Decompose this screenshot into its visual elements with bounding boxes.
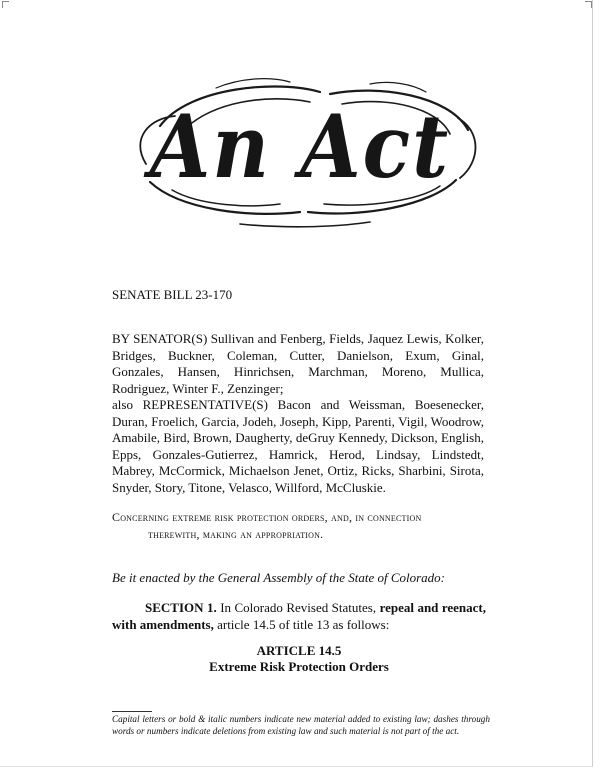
section-text-before: In Colorado Revised Statutes, <box>220 600 377 615</box>
footnote-divider <box>112 711 152 712</box>
enacting-clause: Be it enacted by the General Assembly of the State of Colorado: <box>112 570 445 585</box>
crop-mark-left <box>2 1 9 8</box>
an-act-masthead <box>120 78 480 228</box>
crop-mark-right <box>585 1 592 8</box>
section-label: SECTION 1. <box>145 600 217 615</box>
article-number: ARTICLE 14.5 <box>256 643 342 658</box>
house-sponsors: also REPRESENTATIVE(S) Bacon and Weissman, Boesenecker, Duran, Froelich, Garcia, Jodeh, Joseph, Kipp, Parenti, Vigil, Woodrow, Amabile, Bird, Brown, Daugherty, deGruy Kennedy, Dickson, English, Epps, Gonzales-Gutierrez, Hamrick, Herod, Lindsay, Lindstedt, Mabrey, McCormick, Michaelson Jenet, Ortiz, Ricks, Sharbini, Sirota, Snyder, Story, Titone, Velasco, Willford, McCluskie. <box>112 397 484 495</box>
section-1 <box>112 600 486 633</box>
bill-title <box>112 509 486 542</box>
bill-number: SENATE BILL 23-170 <box>112 287 233 302</box>
article-title: Extreme Risk Protection Orders <box>209 659 389 674</box>
footnote: Capital letters or bold & italic numbers indicate new material added to existing law; dashes through words or numbers indicate deletions from existing law and such material is not part of the act. <box>112 714 490 736</box>
bill-title-line-1: Concerning extreme risk protection orders, and, in connection <box>112 510 422 524</box>
masthead-title: An Act <box>149 96 451 199</box>
article-heading <box>112 643 486 675</box>
senate-sponsors: BY SENATOR(S) Sullivan and Fenberg, Fields, Jaquez Lewis, Kolker, Bridges, Buckner, Coleman, Cutter, Danielson, Exum, Ginal, Gonzales, Hansen, Hinrichsen, Marchman, Moreno, Mullica, Rodriguez, Winter F., Zenzinger; <box>112 331 484 396</box>
section-emphasis: repeal and reenact, with amendments, <box>112 600 487 632</box>
section-text-after: article 14.5 of title 13 as follows: <box>217 616 390 632</box>
sponsor-list <box>112 331 484 496</box>
bill-title-line-2: therewith, making an appropriation. <box>148 526 324 541</box>
